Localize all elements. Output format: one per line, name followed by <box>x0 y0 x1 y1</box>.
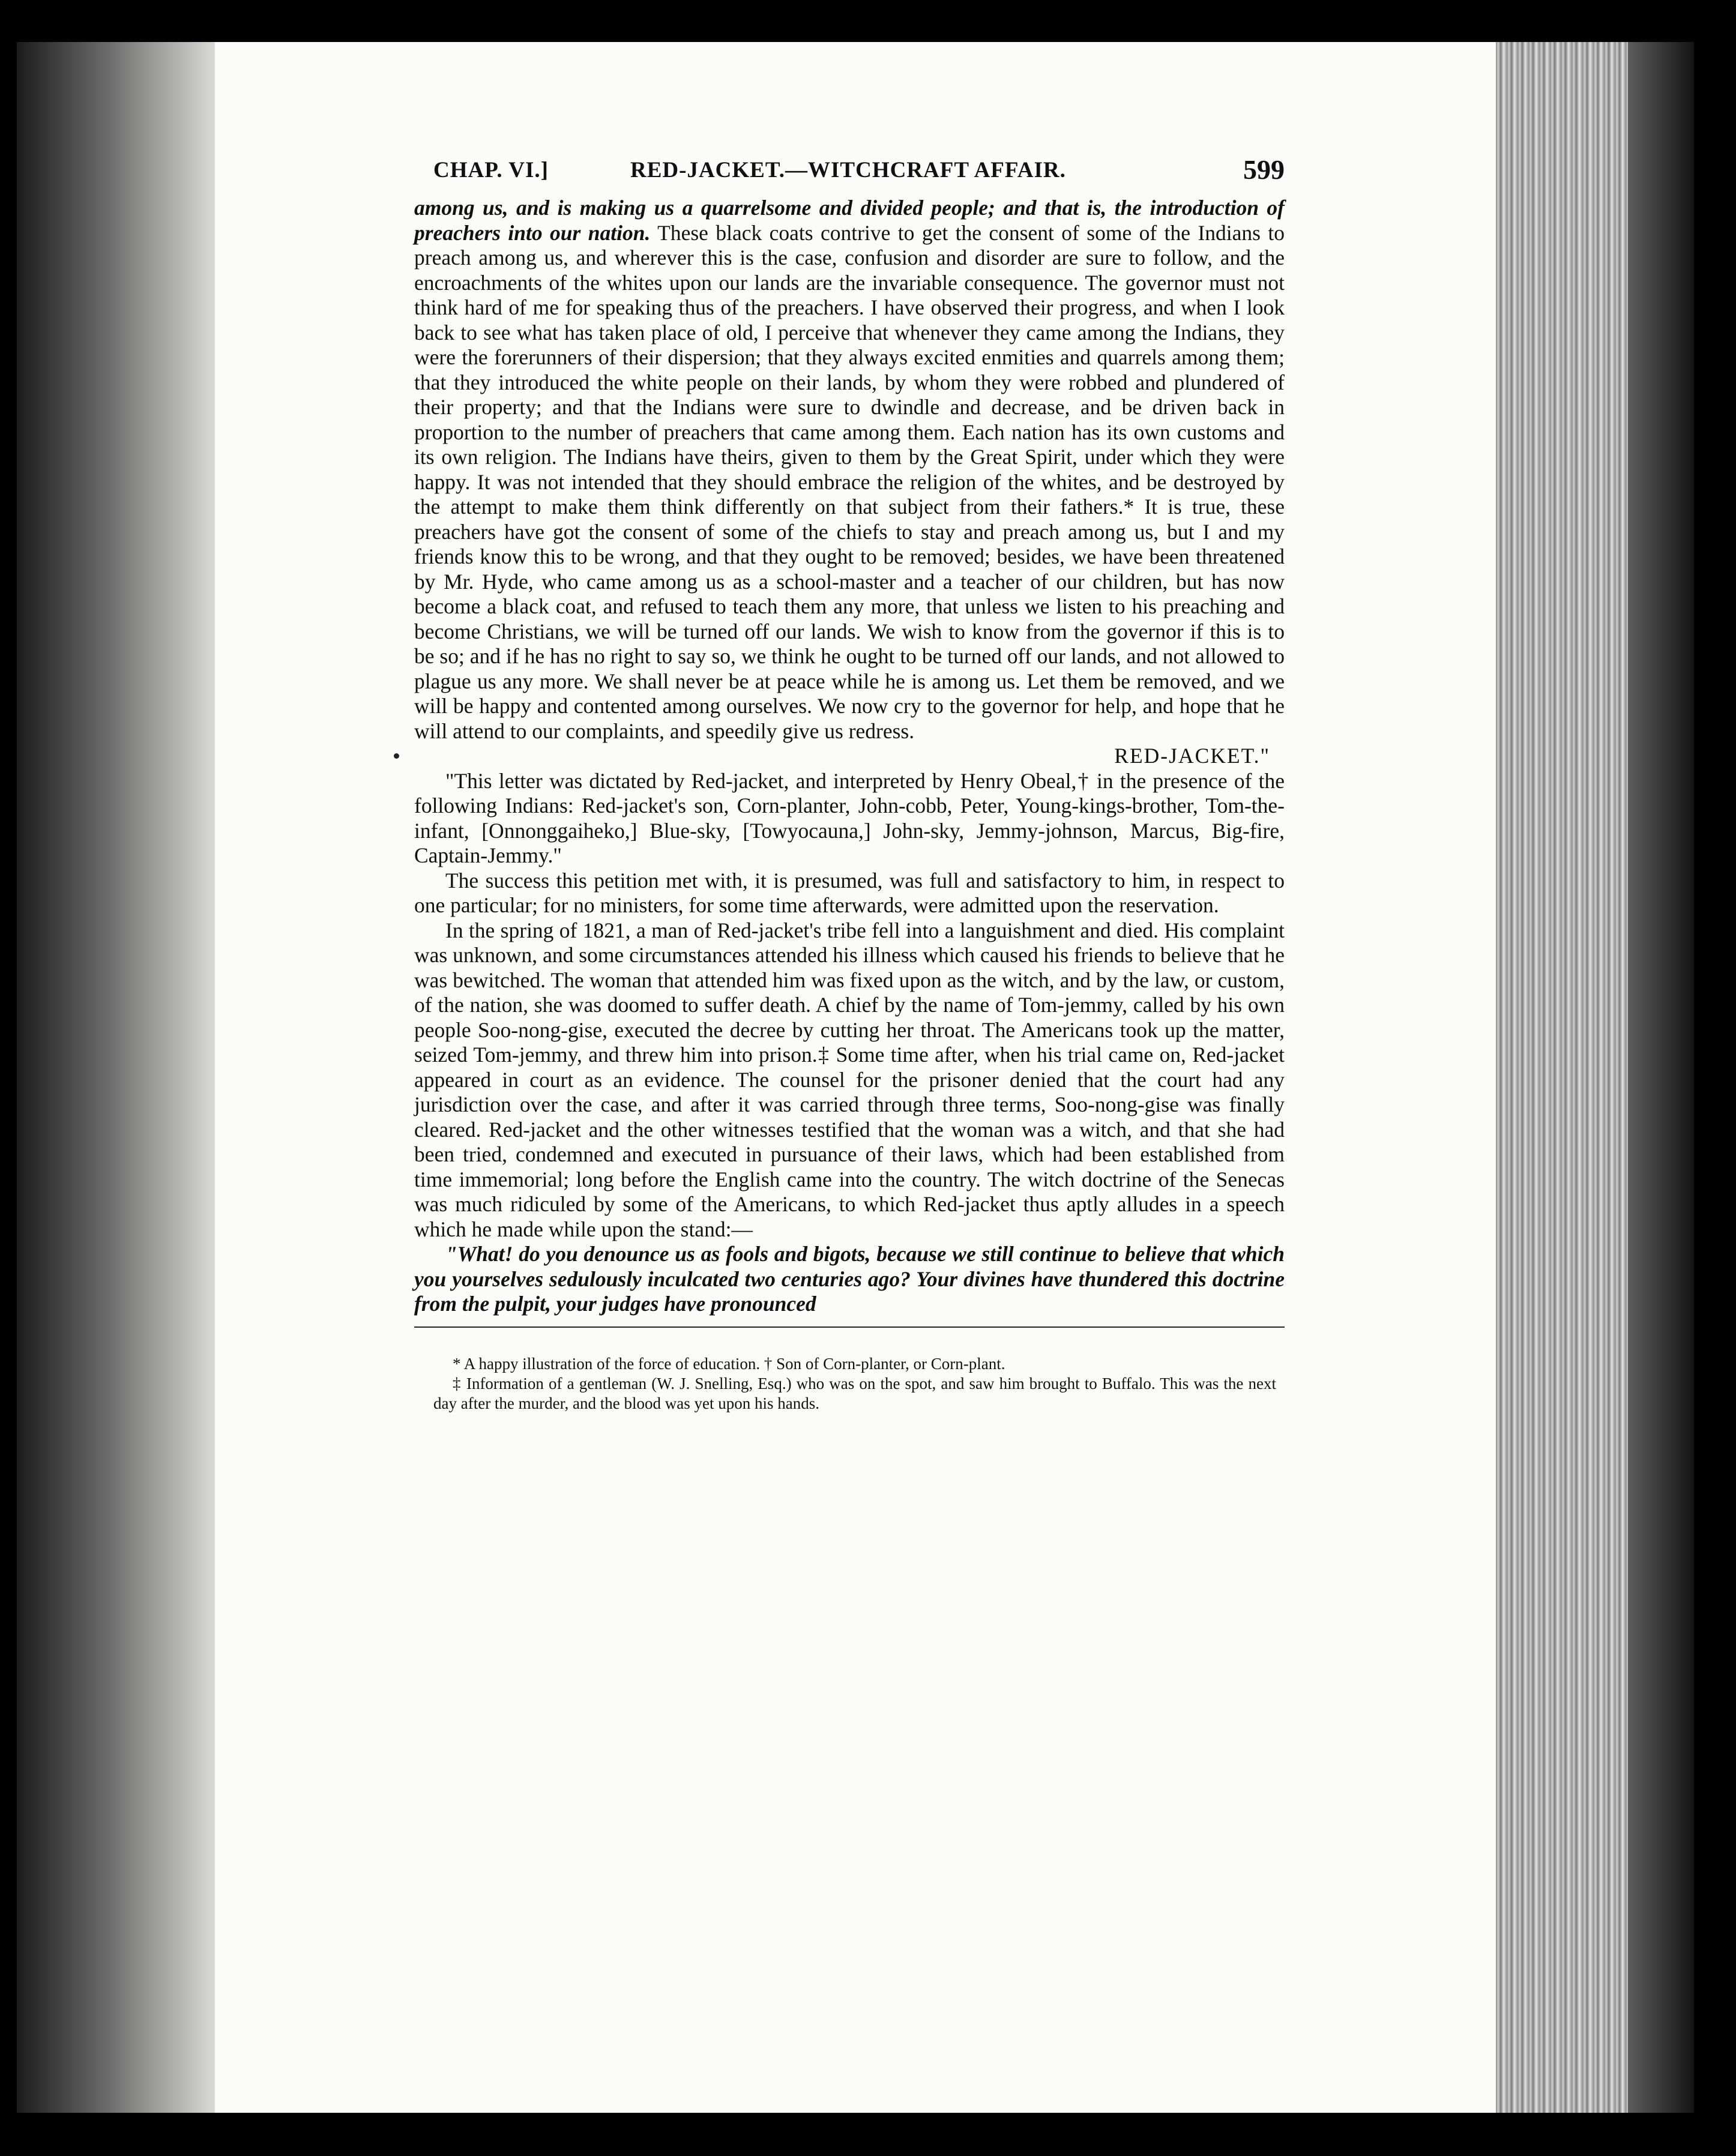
letter-signature: RED-JACKET." <box>1114 744 1270 768</box>
footnote-2: ‡ Information of a gentleman (W. J. Snelling, Esq.) who was on the spot, and saw him brought to Buffalo. This was the next day after the murder, and the blood was yet upon his hands. <box>433 1374 1276 1412</box>
witchcraft-paragraph: In the spring of 1821, a man of Red-jacket's tribe fell into a languishment and died. His complaint was unknown, and some circumstances attended his illness which caused his friends to believe that he was bewitched. The woman that attended him was fixed upon as the witch, and by the law, or custom, of the nation, she was doomed to suffer death. A chief by the name of Tom-jemmy, called by his own people Soo-nong-gise, executed the decree by cutting her throat. The Americans took up the matter, seized Tom-jemmy, and threw him into prison.‡ Some time after, when his trial came on, Red-jacket appeared in court as an evidence. The counsel for the prisoner denied that the court had any jurisdiction over the case, and after it was carried through three terms, Soo-nong-gise was finally cleared. Red-jacket and the other witnesses testified that the woman was a witch, and that she had been tried, condemned and executed in pursuance of their laws, which had been established from time immemorial; long before the English came into the country. The witch doctrine of the Senecas was much ridiculed by some of the Americans, to which Red-jacket thus aptly alludes in a speech which he made while upon the stand:— <box>414 918 1285 1241</box>
binding-shadow <box>17 42 215 2113</box>
footnotes <box>414 1354 1285 1414</box>
page-number: 599 <box>1243 154 1285 185</box>
footnote-1: * A happy illustration of the force of education. † Son of Corn-planter, or Corn-plant. <box>453 1354 1005 1373</box>
running-title: RED-JACKET.—WITCHCRAFT AFFAIR. <box>630 158 1066 182</box>
ink-speck <box>394 753 399 759</box>
speech-paragraph <box>414 1242 1285 1317</box>
letter-body: These black coats contrive to get the consent of some of the Indians to preach among us, and wherever this is the case, confusion and disorder are sure to follow, and the encroachments of the whites upon our lands are the invariable consequence. The governor must not think hard of me for speaking thus of the preachers. I have observed their progress, and when I look back to see what has taken place of old, I perceive that whenever they came among the Indians, they were the forerunners of their dispersion; that they always excited enmities and quarrels among them; that they introduced the white people on their lands, by whom they were robbed and plundered of their property; and that the Indians were sure to dwindle and decrease, and be driven back in proportion to the number of preachers that came among them. Each nation has its own customs and its own religion. The Indians have theirs, given to them by the Great Spirit, under which they were happy. It was not intended that they should embrace the religion of the whites, and be destroyed by the attempt to make them think differently on that subject from their fathers.* It is true, these preachers have got the consent of some of the chiefs to stay and preach among us, but I and my friends know this to be wrong, and that they ought to be removed; besides, we have been threatened by Mr. Hyde, who came among us as a school-master and a teacher of our children, but has now become a black coat, and refused to teach them any more, that unless we listen to his preaching and become Christians, we will be turned off our lands. We wish to know from the governor if this is to be so; and if he has no right to say so, we think he ought to be turned off our lands, and not allowed to plague us any more. We shall never be at peace while he is among us. Let them be removed, and we will be happy and contented among ourselves. We now cry to the governor for help, and hope that he will attend to our complaints, and speedily give us redress. <box>414 220 1285 743</box>
chapter-label: CHAP. VI.] <box>433 158 549 182</box>
main-text <box>414 196 1285 1317</box>
speech-text: "What! do you denounce us as fools and bigots, because we still continue to believe that which you yourselves sedulously inculcated two centuries ago? Your divines have thundered this doctrine from the pulpit, your judges have pronounced <box>414 1242 1285 1316</box>
page-edge-shadow <box>1628 42 1694 2113</box>
dictation-paragraph: "This letter was dictated by Red-jacket, and interpreted by Henry Obeal,† in the presence of the following Indians: Red-jacket's son, Corn-planter, John-cobb, Peter, Young-kings-brother, Tom-the-infant, [Onnonggaiheko,] Blue-sky, [Towyocauna,] John-sky, Jemmy-johnson, Marcus, Big-fire, Captain-Jemmy." <box>414 768 1285 867</box>
letter-paragraph <box>414 196 1285 744</box>
book-page <box>414 154 1285 1414</box>
footnote-rule <box>414 1326 1285 1328</box>
success-paragraph: The success this petition met with, it is presumed, was full and satisfactory to him, in respect to one particular; for no ministers, for some time afterwards, were admitted upon the reservation. <box>414 868 1285 917</box>
running-head <box>414 154 1285 196</box>
letter-opening-italic: among us, and is making us a quarrelsome and divided people; and that is, the introduction of preachers into our nation. <box>414 196 1285 245</box>
